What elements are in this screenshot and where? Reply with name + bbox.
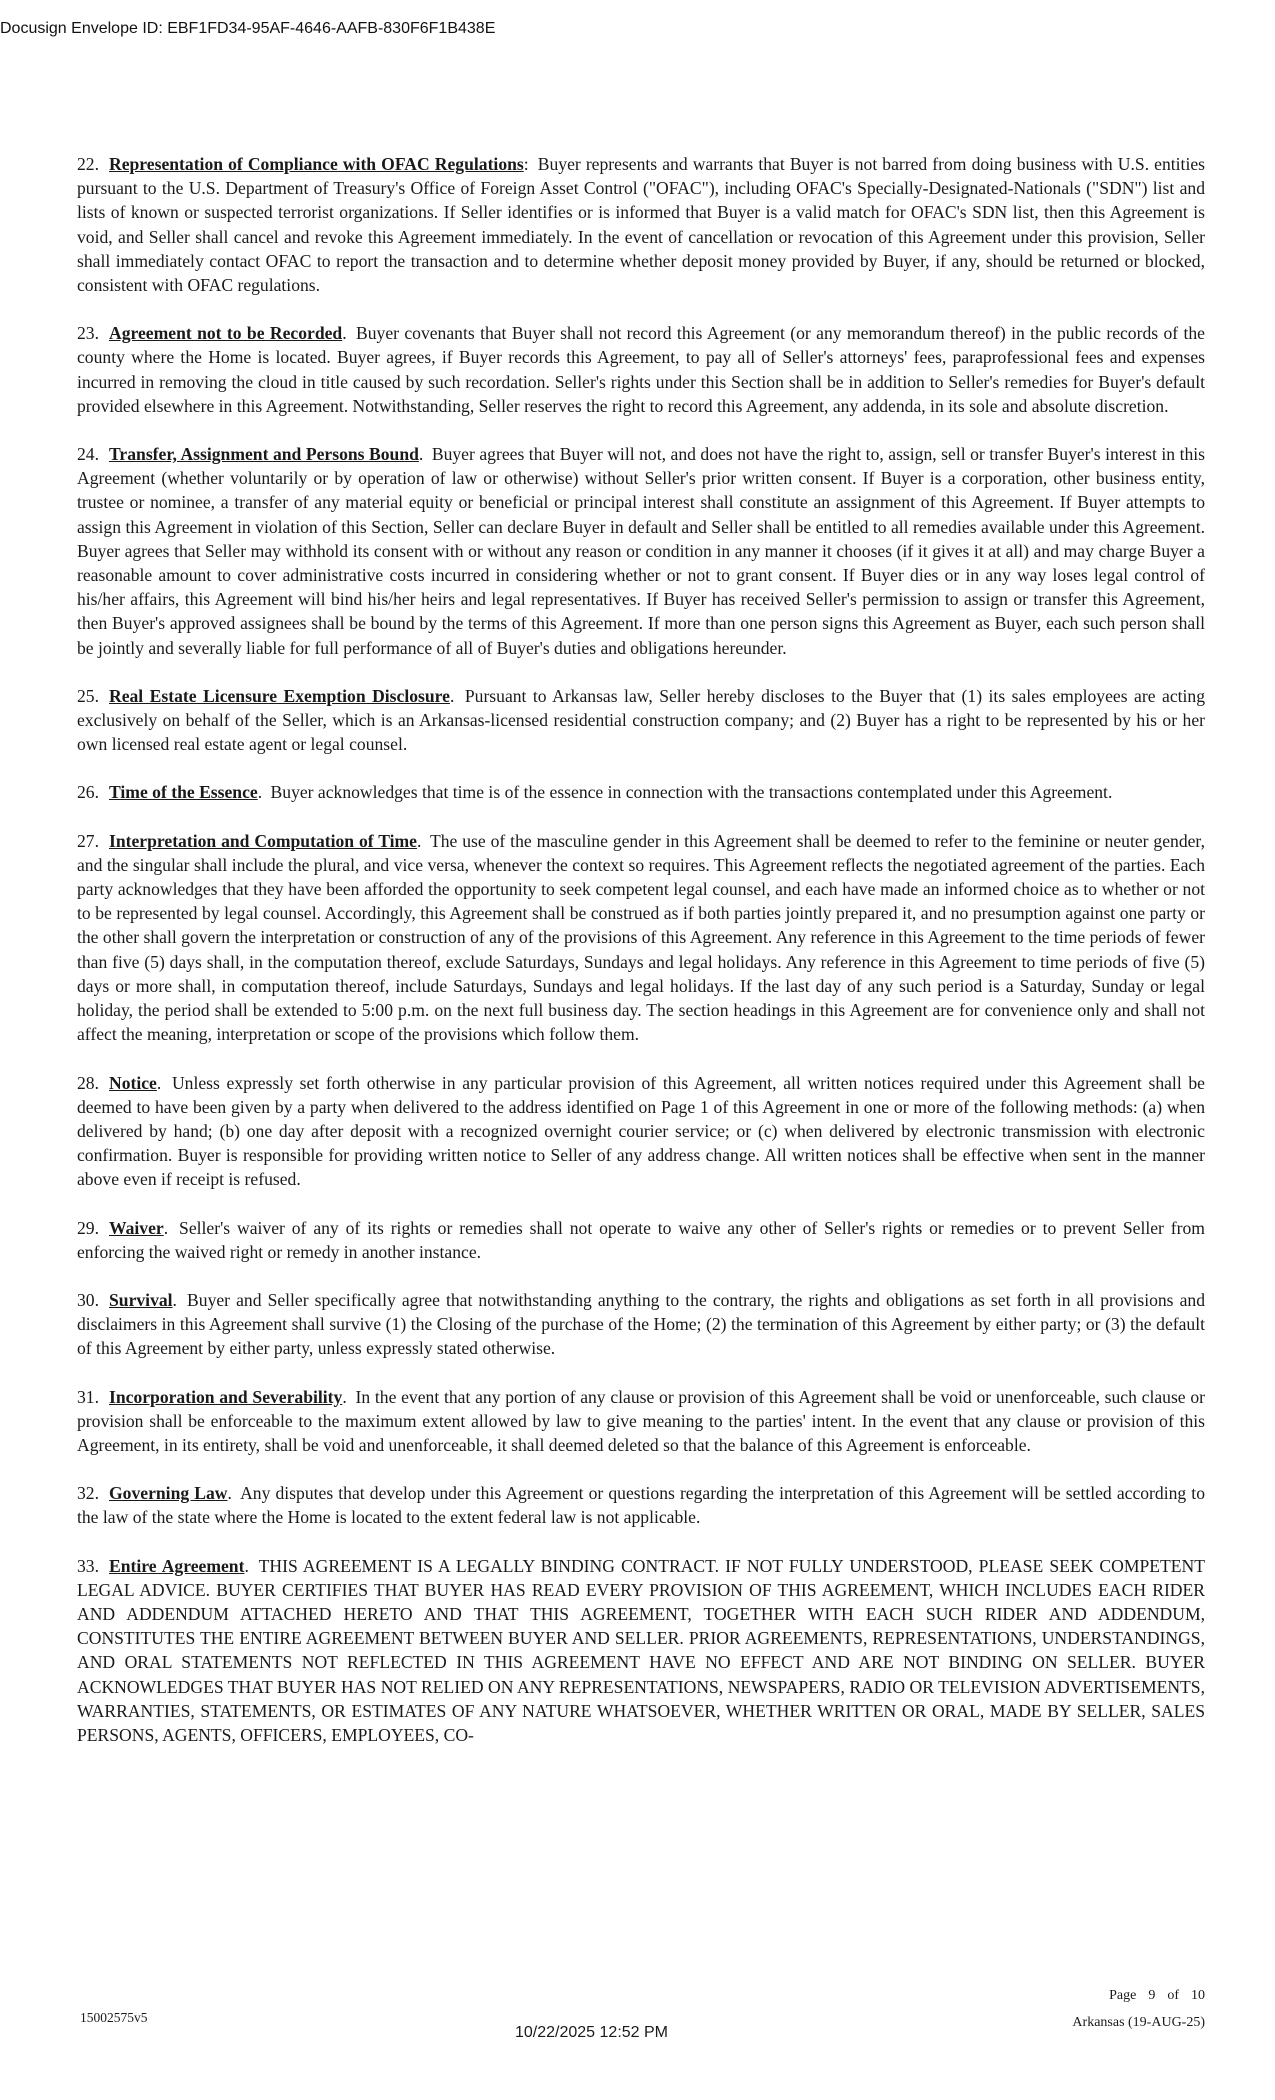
- section-heading: Agreement not to be Recorded: [109, 323, 343, 344]
- section-29: [77, 1216, 1205, 1264]
- heading-punct: .: [156, 1072, 162, 1093]
- section-number: 27.: [77, 830, 99, 851]
- state-version: Arkansas (19-AUG-25): [1072, 2015, 1205, 2030]
- document-body: [77, 152, 1205, 1771]
- heading-punct: .: [342, 323, 347, 344]
- section-heading: Interpretation and Computation of Time: [109, 830, 417, 851]
- section-text: Buyer represents and warrants that Buyer is not barred from doing business with U.S. entities pursuant to the U.S. Department of Treasury's Office of Foreign Asset Control ("OFAC"), including OFAC's Specially-Designated-Nationals ("SDN") list and lists of known or suspected terrorist organizations. If Seller identifies or is informed that Buyer is a valid match for OFAC's SDN list, then this Agreement is void, and Seller shall cancel and revoke this Agreement immediately. In the event of cancellation or revocation of this Agreement under this provision, Seller shall immediately contact OFAC to report the transaction and to determine whether deposit money provided by Buyer, if any, should be returned or blocked, consistent with OFAC regulations.: [77, 154, 1205, 296]
- section-text: Seller's waiver of any of its rights or remedies shall not operate to waive any other of Seller's rights or remedies or to prevent Seller from enforcing the waived right or remedy in another instance.: [77, 1217, 1205, 1262]
- section-heading: Real Estate Licensure Exemption Disclosure: [109, 685, 450, 706]
- section-number: 24.: [77, 444, 99, 465]
- page-label: Page: [1109, 1988, 1137, 2003]
- heading-punct: .: [227, 1483, 232, 1504]
- signing-timestamp: 10/22/2025 12:52 PM: [515, 2024, 669, 2041]
- section-25: [77, 684, 1205, 757]
- section-heading: Entire Agreement: [109, 1555, 245, 1576]
- section-heading: Survival: [109, 1289, 173, 1310]
- heading-punct: .: [244, 1555, 249, 1576]
- section-23: [77, 321, 1205, 418]
- section-heading: Time of the Essence: [109, 782, 258, 803]
- section-32: [77, 1481, 1205, 1529]
- section-text: Any disputes that develop under this Agreement or questions regarding the interpretation of this Agreement will be settled according to the law of the state where the Home is located to the extent federal law is not applicable.: [77, 1483, 1205, 1528]
- section-number: 23.: [77, 323, 99, 344]
- section-number: 29.: [77, 1217, 99, 1238]
- section-number: 25.: [77, 685, 99, 706]
- heading-punct: :: [523, 154, 529, 174]
- section-number: 22.: [77, 154, 99, 174]
- section-text: Pursuant to Arkansas law, Seller hereby discloses to the Buyer that (1) its sales employees are acting exclusively on behalf of the Seller, which is an Arkansas-licensed residential construction company; and (2) Buyer has a right to be represented by his or her own licensed real estate agent or legal counsel.: [77, 685, 1205, 755]
- section-heading: Transfer, Assignment and Persons Bound: [109, 444, 419, 465]
- document-code: 15002575v5: [80, 2010, 148, 2025]
- page-total: 10: [1191, 1988, 1205, 2003]
- section-26: [77, 780, 1205, 804]
- heading-punct: .: [417, 830, 422, 851]
- envelope-id: Docusign Envelope ID: EBF1FD34-95AF-4646-AAFB-830F6F1B438E: [0, 20, 496, 37]
- section-33: [77, 1554, 1205, 1748]
- section-heading: Representation of Compliance with OFAC Regulations: [109, 154, 524, 174]
- section-number: 33.: [77, 1555, 99, 1576]
- section-number: 32.: [77, 1483, 99, 1504]
- section-27: [77, 829, 1205, 1047]
- section-heading: Incorporation and Severability: [109, 1386, 343, 1407]
- page-indicator: [1109, 1988, 1205, 2004]
- section-number: 26.: [77, 782, 99, 803]
- section-text: THIS AGREEMENT IS A LEGALLY BINDING CONTRACT. IF NOT FULLY UNDERSTOOD, PLEASE SEEK COMPETENT LEGAL ADVICE. BUYER CERTIFIES THAT BUYER HAS READ EVERY PROVISION OF THIS AGREEMENT, WHICH INCLUDES EACH RIDER AND ADDENDUM ATTACHED HERETO AND THAT THIS AGREEMENT, TOGETHER WITH EACH SUCH RIDER AND ADDENDUM, CONSTITUTES THE ENTIRE AGREEMENT BETWEEN BUYER AND SELLER. PRIOR AGREEMENTS, REPRESENTATIONS, UNDERSTANDINGS, AND ORAL STATEMENTS NOT REFLECTED IN THIS AGREEMENT HAVE NO EFFECT AND ARE NOT BINDING ON SELLER. BUYER ACKNOWLEDGES THAT BUYER HAS NOT RELIED ON ANY REPRESENTATIONS, NEWSPAPERS, RADIO OR TELEVISION ADVERTISEMENTS, WARRANTIES, STATEMENTS, OR ESTIMATES OF ANY NATURE WHATSOEVER, WHETHER WRITTEN OR ORAL, MADE BY SELLER, SALES PERSONS, AGENTS, OFFICERS, EMPLOYEES, CO-: [77, 1555, 1205, 1745]
- section-text: The use of the masculine gender in this Agreement shall be deemed to refer to the feminine or neuter gender, and the singular shall include the plural, and vice versa, whenever the context so requires. This Agreement reflects the negotiated agreement of the parties. Each party acknowledges that they have been afforded the opportunity to seek competent legal counsel, and each have made an informed choice as to whether or not to be represented by legal counsel. Accordingly, this Agreement shall be construed as if both parties jointly prepared it, and no presumption against one party or the other shall govern the interpretation or construction of any of the provisions of this Agreement. Any reference in this Agreement to the time periods of fewer than five (5) days shall, in the computation thereof, exclude Saturdays, Sundays and legal holidays. Any reference in this Agreement to time periods of five (5) days or more shall, in computation thereof, include Saturdays, Sundays and legal holidays. If the last day of any such period is a Saturday, Sunday or legal holiday, the period shall be extended to 5:00 p.m. on the next full business day. The section headings in this Agreement are for convenience only and shall not affect the meaning, interpretation or scope of the provisions which follow them.: [77, 830, 1205, 1045]
- heading-punct: .: [449, 685, 455, 706]
- heading-punct: .: [172, 1289, 177, 1310]
- section-heading: Governing Law: [109, 1483, 228, 1504]
- section-31: [77, 1385, 1205, 1458]
- section-22: [77, 152, 1205, 297]
- page-number: 9: [1148, 1988, 1156, 2003]
- section-text: Buyer agrees that Buyer will not, and does not have the right to, assign, sell or transfer Buyer's interest in this Agreement (whether voluntarily or by operation of law or otherwise) without Seller's prior written consent. If Buyer is a corporation, other business entity, trustee or nominee, a transfer of any material equity or beneficial or principal interest shall constitute an assignment of this Agreement. If Buyer attempts to assign this Agreement in violation of this Section, Seller can declare Buyer in default and Seller shall be entitled to all remedies available under this Agreement. Buyer agrees that Seller may withhold its consent with or without any reason or condition in any manner it chooses (if it gives it at all) and may charge Buyer a reasonable amount to cover administrative costs incurred in considering whether or not to grant consent. If Buyer dies or in any way loses legal control of his/her affairs, this Agreement will bind his/her heirs and legal representatives. If Buyer has received Seller's permission to assign or transfer this Agreement, then Buyer's approved assignees shall be bound by the terms of this Agreement. If more than one person signs this Agreement as Buyer, each such person shall be jointly and severally liable for full performance of all of Buyer's duties and obligations hereunder.: [77, 444, 1206, 658]
- section-28: [77, 1071, 1205, 1192]
- section-30: [77, 1288, 1205, 1361]
- section-heading: Notice: [109, 1072, 157, 1093]
- heading-punct: .: [163, 1217, 169, 1238]
- heading-punct: .: [418, 444, 424, 465]
- section-text: Buyer and Seller specifically agree that notwithstanding anything to the contrary, the rights and obligations as set forth in all provisions and disclaimers in this Agreement shall survive (1) the Closing of the purchase of the Home; (2) the termination of this Agreement by either party; or (3) the default of this Agreement by either party, unless expressly stated otherwise.: [77, 1289, 1206, 1359]
- section-number: 31.: [77, 1386, 99, 1407]
- section-text: Buyer covenants that Buyer shall not record this Agreement (or any memorandum thereof) in the public records of the county where the Home is located. Buyer agrees, if Buyer records this Agreement, to pay all of Seller's attorneys' fees, paraprofessional fees and expenses incurred in removing the cloud in title caused by such recordation. Seller's rights under this Section shall be in addition to Seller's remedies for Buyer's default provided elsewhere in this Agreement. Notwithstanding, Seller reserves the right to record this Agreement, any addenda, in its sole and absolute discretion.: [77, 323, 1205, 416]
- section-heading: Waiver: [109, 1217, 164, 1238]
- section-number: 28.: [77, 1072, 99, 1093]
- page-of: of: [1167, 1988, 1179, 2003]
- section-text: Buyer acknowledges that time is of the essence in connection with the transactions contemplated under this Agreement.: [270, 782, 1113, 803]
- section-text: Unless expressly set forth otherwise in any particular provision of this Agreement, all written notices required under this Agreement shall be deemed to have been given by a party when delivered to the address identified on Page 1 of this Agreement in one or more of the following methods: (a) when delivered by hand; (b) one day after deposit with a recognized overnight courier service; or (c) when delivered by electronic transmission with electronic confirmation. Buyer is responsible for providing written notice to Seller of any address change. All written notices shall be effective when sent in the manner above even if receipt is refused.: [77, 1072, 1205, 1190]
- section-text: In the event that any portion of any clause or provision of this Agreement shall be void or unenforceable, such clause or provision shall be enforceable to the maximum extent allowed by law to give meaning to the parties' intent. In the event that any clause or provision of this Agreement, in its entirety, shall be void and unenforceable, it shall deemed deleted so that the balance of this Agreement is enforceable.: [77, 1386, 1205, 1455]
- heading-punct: .: [342, 1386, 347, 1407]
- section-number: 30.: [77, 1289, 99, 1310]
- heading-punct: .: [257, 782, 263, 803]
- section-24: [77, 442, 1205, 660]
